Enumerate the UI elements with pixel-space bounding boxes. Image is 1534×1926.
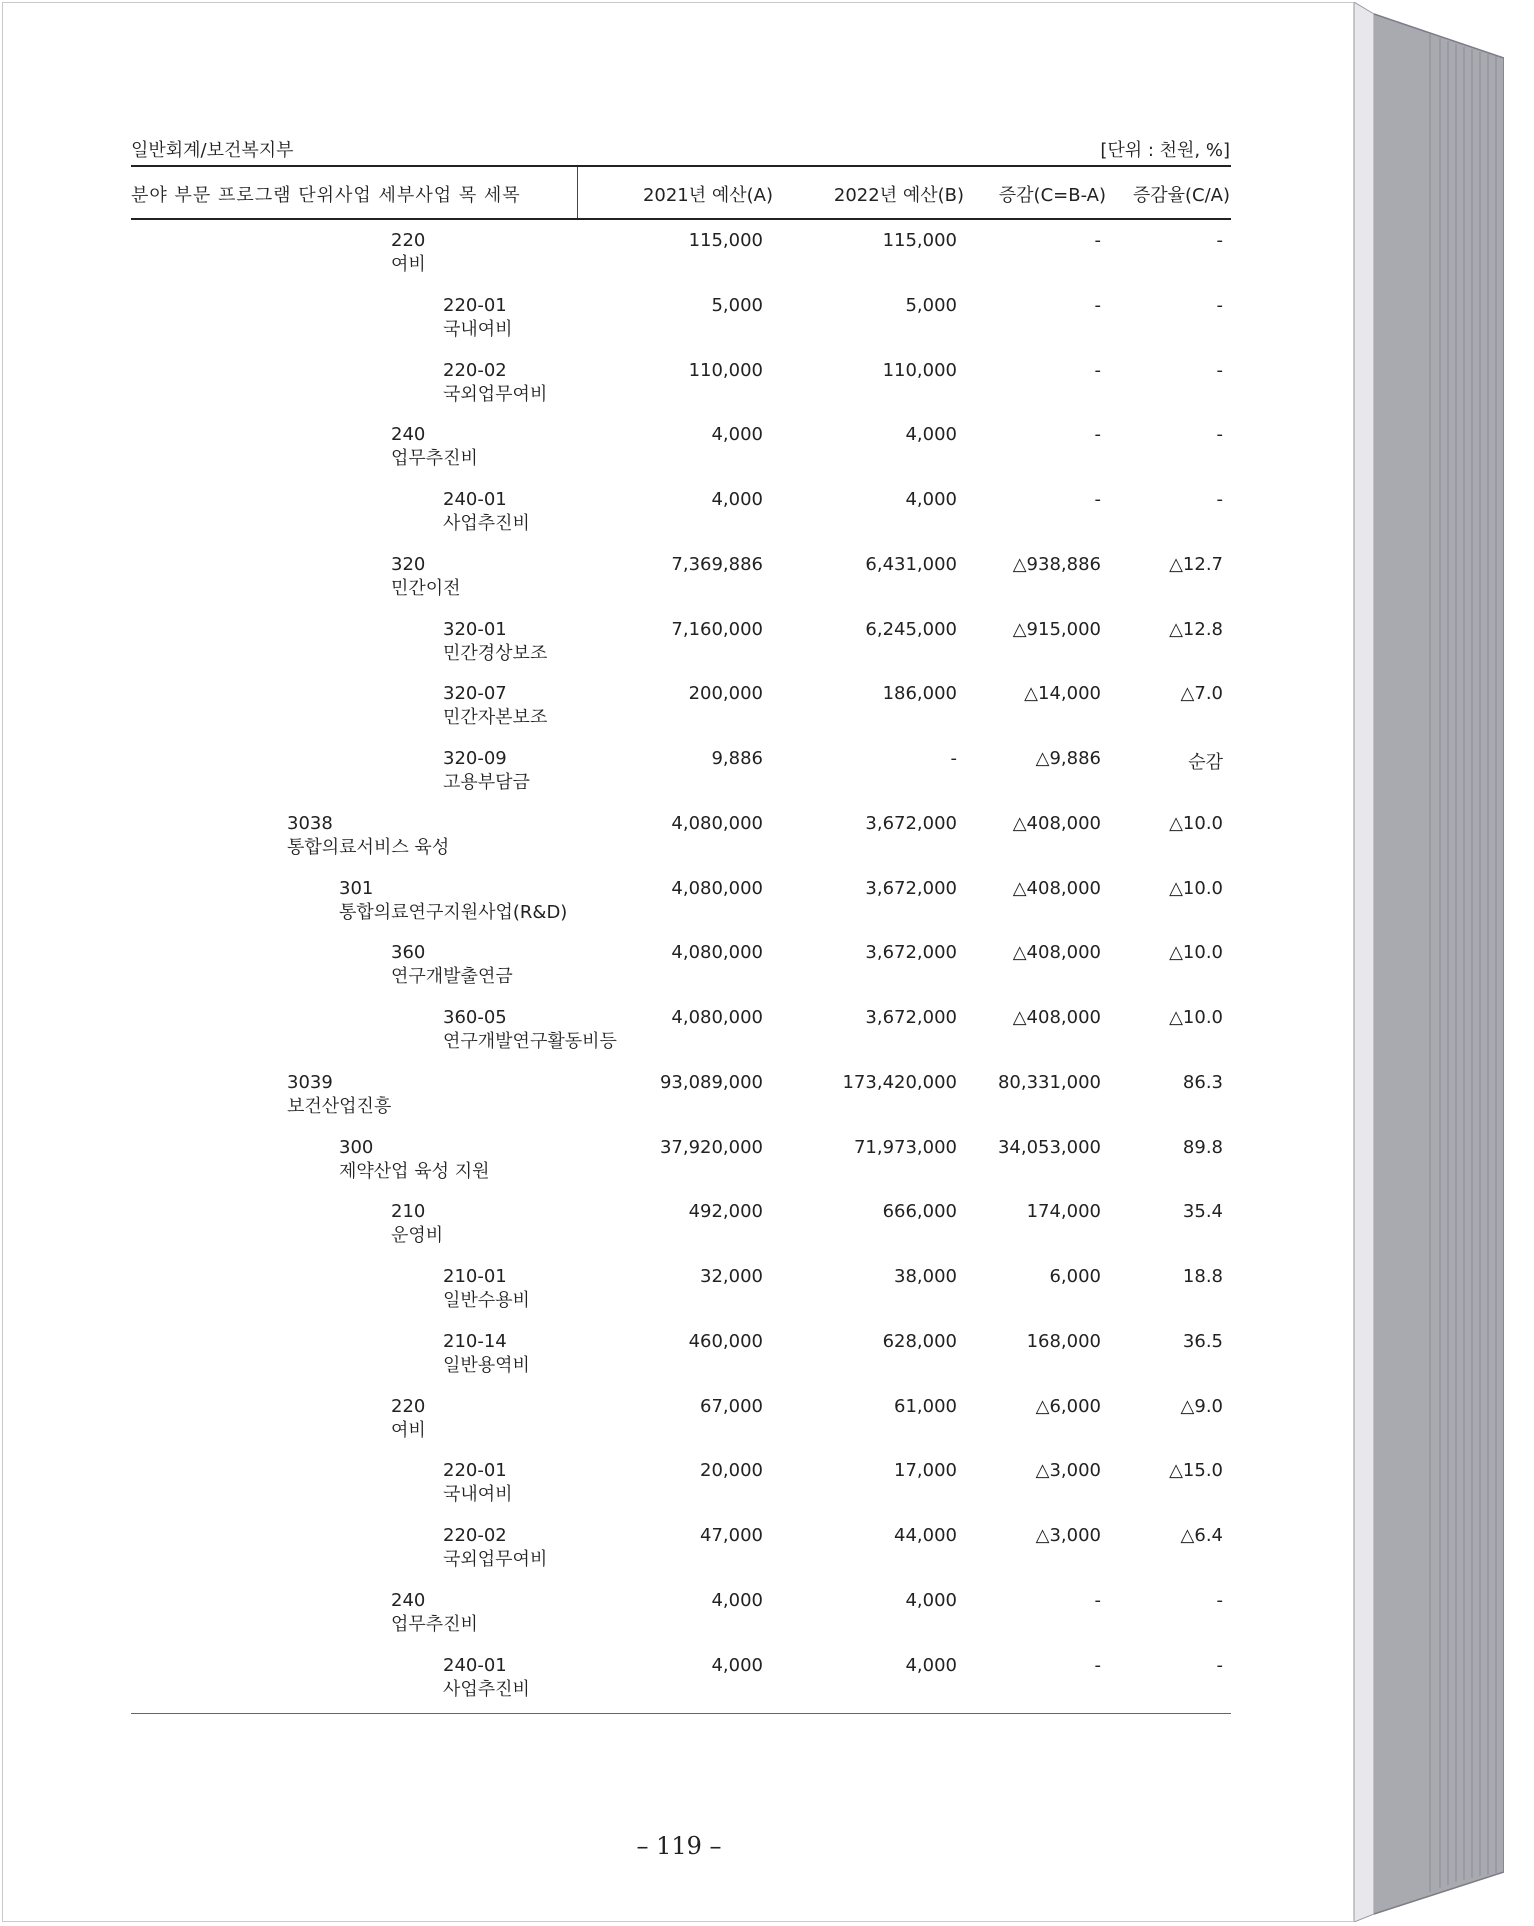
column-header-2021-budget: 2021년 예산(A)	[642, 185, 773, 206]
row-name: 보건산업진흥	[287, 1095, 392, 1117]
cell-change-rate: -	[1216, 294, 1223, 316]
cell-change-rate: △10.0	[1169, 942, 1223, 964]
cell-2021-budget: 67,000	[700, 1395, 763, 1417]
table-row	[3, 1525, 1357, 1589]
table-row	[3, 295, 1357, 359]
cell-2021-budget: 93,089,000	[659, 1071, 763, 1093]
row-code: 210	[391, 1201, 426, 1223]
row-code: 220	[391, 230, 426, 251]
row-name: 국외업무여비	[443, 1549, 548, 1570]
row-code: 210-01	[443, 1266, 507, 1287]
cell-change-rate: △10.0	[1169, 812, 1223, 834]
cell-2021-budget: 4,000	[711, 1654, 763, 1676]
table-row	[3, 554, 1357, 618]
cell-2022-budget: 173,420,000	[842, 1071, 957, 1093]
cell-2021-budget: 37,920,000	[659, 1136, 763, 1158]
row-name: 연구개발연구활동비등	[443, 1031, 617, 1052]
table-row	[3, 1266, 1357, 1330]
cell-change: △408,000	[1012, 877, 1101, 899]
cell-2022-budget: 4,000	[905, 424, 957, 446]
row-code: 220-02	[443, 359, 507, 381]
cell-2022-budget: 38,000	[894, 1266, 957, 1287]
cell-change: 34,053,000	[997, 1136, 1101, 1158]
cell-change: △408,000	[1012, 812, 1101, 834]
cell-change: 168,000	[1026, 1330, 1101, 1352]
cell-change: 80,331,000	[997, 1071, 1101, 1093]
cell-2022-budget: 628,000	[882, 1330, 957, 1352]
row-code: 320-09	[443, 748, 507, 769]
row-name: 일반용역비	[443, 1354, 530, 1376]
cell-change: 6,000	[1049, 1266, 1101, 1287]
cell-2022-budget: 44,000	[894, 1525, 957, 1546]
book-page-edges	[1354, 2, 1504, 1922]
cell-2021-budget: 32,000	[700, 1266, 763, 1287]
row-code: 220-01	[443, 294, 507, 316]
column-header-change-rate: 증감율(C/A)	[1132, 185, 1230, 206]
row-name: 국내여비	[443, 318, 513, 340]
row-code: 3038	[287, 812, 333, 834]
row-code: 320-01	[443, 618, 507, 640]
table-row	[3, 1396, 1357, 1460]
row-code: 220-02	[443, 1525, 507, 1546]
cell-2022-budget: 6,245,000	[865, 618, 957, 640]
table-row	[3, 942, 1357, 1006]
table-row	[3, 1590, 1357, 1654]
row-name: 통합의료연구지원사업(R&D)	[339, 901, 568, 923]
table-row	[3, 230, 1357, 294]
cell-2022-budget: 71,973,000	[853, 1136, 957, 1158]
cell-change: 174,000	[1026, 1201, 1101, 1223]
row-code: 3039	[287, 1071, 333, 1093]
cell-2022-budget: 186,000	[882, 683, 957, 705]
cell-2022-budget: 3,672,000	[865, 942, 957, 964]
cell-2022-budget: 666,000	[882, 1201, 957, 1223]
table-row	[3, 813, 1357, 877]
cell-2021-budget: 9,886	[711, 748, 763, 769]
account-title: 일반회계/보건복지부	[131, 140, 294, 161]
cell-2021-budget: 4,000	[711, 424, 763, 446]
cell-change: -	[1094, 1589, 1101, 1611]
cell-change: △6,000	[1035, 1395, 1101, 1417]
cell-change-rate: △10.0	[1169, 877, 1223, 899]
cell-2021-budget: 115,000	[688, 230, 763, 251]
cell-change: -	[1094, 489, 1101, 510]
row-code: 240-01	[443, 1654, 507, 1676]
column-header-category: 분야 부문 프로그램 단위사업 세부사업 목 세목	[131, 185, 521, 206]
cell-2021-budget: 47,000	[700, 1525, 763, 1546]
cell-2022-budget: 17,000	[894, 1460, 957, 1482]
row-code: 220	[391, 1395, 426, 1417]
table-row	[3, 1201, 1357, 1265]
row-code: 320-07	[443, 683, 507, 705]
cell-change-rate: -	[1216, 489, 1223, 510]
cell-2021-budget: 20,000	[700, 1460, 763, 1482]
row-name: 국외업무여비	[443, 383, 548, 405]
cell-change-rate: 86.3	[1182, 1071, 1223, 1093]
row-name: 여비	[391, 1419, 426, 1441]
cell-change: -	[1094, 1654, 1101, 1676]
row-name: 민간경상보조	[443, 642, 548, 664]
cell-2022-budget: 4,000	[905, 1654, 957, 1676]
table-row	[3, 683, 1357, 747]
cell-change-rate: △12.7	[1169, 553, 1223, 575]
row-name: 민간자본보조	[443, 707, 548, 729]
cell-2021-budget: 492,000	[688, 1201, 763, 1223]
row-name: 운영비	[391, 1225, 444, 1247]
cell-change: △915,000	[1012, 618, 1101, 640]
cell-change: △3,000	[1035, 1460, 1101, 1482]
row-name: 고용부담금	[443, 772, 530, 793]
row-code: 240-01	[443, 489, 507, 510]
cell-change: △3,000	[1035, 1525, 1101, 1546]
row-name: 통합의료서비스 육성	[287, 836, 450, 858]
table-row	[3, 360, 1357, 424]
cell-change: -	[1094, 294, 1101, 316]
row-code: 240	[391, 1589, 426, 1611]
row-name: 민간이전	[391, 577, 461, 599]
cell-2022-budget: 61,000	[894, 1395, 957, 1417]
cell-change: △408,000	[1012, 1007, 1101, 1028]
cell-change-rate: 18.8	[1182, 1266, 1223, 1287]
cell-change-rate: △12.8	[1169, 618, 1223, 640]
row-name: 업무추진비	[391, 1613, 478, 1635]
cell-2022-budget: 115,000	[882, 230, 957, 251]
cell-2022-budget: 3,672,000	[865, 1007, 957, 1028]
table-row	[3, 1460, 1357, 1524]
cell-2021-budget: 7,369,886	[671, 553, 763, 575]
cell-change: -	[1094, 230, 1101, 251]
row-code: 360	[391, 942, 426, 964]
row-name: 사업추진비	[443, 513, 530, 534]
table-row	[3, 1007, 1357, 1071]
cell-2021-budget: 5,000	[711, 294, 763, 316]
cell-change: △14,000	[1024, 683, 1101, 705]
cell-change-rate: 36.5	[1182, 1330, 1223, 1352]
row-code: 300	[339, 1136, 374, 1158]
cell-2022-budget: 6,431,000	[865, 553, 957, 575]
cell-change-rate: -	[1216, 424, 1223, 446]
unit-label: [단위 : 천원, %]	[1100, 140, 1230, 161]
column-header-change: 증감(C=B-A)	[998, 185, 1106, 206]
row-code: 360-05	[443, 1007, 507, 1028]
cell-change-rate: △10.0	[1169, 1007, 1223, 1028]
cell-2022-budget: 5,000	[905, 294, 957, 316]
table-row	[3, 1655, 1357, 1719]
table-row	[3, 619, 1357, 683]
table-row	[3, 878, 1357, 942]
cell-2022-budget: 110,000	[882, 359, 957, 381]
cell-change: △938,886	[1012, 553, 1101, 575]
table-row	[3, 1072, 1357, 1136]
cell-change-rate: 순감	[1188, 752, 1223, 773]
table-row	[3, 1137, 1357, 1201]
cell-2021-budget: 4,000	[711, 1589, 763, 1611]
cell-change-rate: 35.4	[1182, 1201, 1223, 1223]
cell-2021-budget: 4,080,000	[671, 877, 763, 899]
cell-change-rate: △9.0	[1180, 1395, 1223, 1417]
cell-2021-budget: 4,000	[711, 489, 763, 510]
cell-2021-budget: 7,160,000	[671, 618, 763, 640]
row-name: 국내여비	[443, 1484, 513, 1506]
table-row	[3, 1331, 1357, 1395]
cell-2022-budget: 4,000	[905, 489, 957, 510]
cell-change-rate: -	[1216, 1589, 1223, 1611]
cell-change: △9,886	[1035, 748, 1101, 769]
cell-2021-budget: 4,080,000	[671, 942, 763, 964]
cell-change-rate: 89.8	[1182, 1136, 1223, 1158]
table-row	[3, 424, 1357, 488]
cell-2021-budget: 4,080,000	[671, 812, 763, 834]
page-number: – 119 –	[636, 1832, 722, 1860]
cell-change-rate: △7.0	[1180, 683, 1223, 705]
column-header-2022-budget: 2022년 예산(B)	[833, 185, 964, 206]
cell-2022-budget: 3,672,000	[865, 812, 957, 834]
row-name: 업무추진비	[391, 448, 478, 470]
cell-change-rate: -	[1216, 1654, 1223, 1676]
cell-change: -	[1094, 359, 1101, 381]
table-bottom-rule	[131, 1713, 1231, 1714]
row-name: 여비	[391, 254, 426, 275]
row-name: 연구개발출연금	[391, 966, 513, 988]
row-code: 220-01	[443, 1460, 507, 1482]
cell-2022-budget: 4,000	[905, 1589, 957, 1611]
cell-2022-budget: 3,672,000	[865, 877, 957, 899]
cell-change-rate: △6.4	[1180, 1525, 1223, 1546]
row-name: 제약산업 육성 지원	[339, 1160, 490, 1182]
header-column-divider	[577, 167, 578, 218]
document-page	[2, 2, 1354, 1922]
cell-2021-budget: 110,000	[688, 359, 763, 381]
cell-change-rate: -	[1216, 359, 1223, 381]
cell-change-rate: △15.0	[1169, 1460, 1223, 1482]
row-code: 210-14	[443, 1330, 507, 1352]
row-name: 일반수용비	[443, 1290, 530, 1311]
cell-2022-budget: -	[950, 748, 957, 769]
cell-change-rate: -	[1216, 230, 1223, 251]
table-row	[3, 489, 1357, 553]
cell-change: -	[1094, 424, 1101, 446]
row-code: 301	[339, 877, 374, 899]
cell-2021-budget: 4,080,000	[671, 1007, 763, 1028]
row-code: 240	[391, 424, 426, 446]
table-top-rule	[131, 165, 1231, 167]
table-row	[3, 748, 1357, 812]
table-header-rule	[131, 218, 1231, 220]
cell-2021-budget: 200,000	[688, 683, 763, 705]
row-code: 320	[391, 553, 426, 575]
row-name: 사업추진비	[443, 1678, 530, 1700]
cell-2021-budget: 460,000	[688, 1330, 763, 1352]
cell-change: △408,000	[1012, 942, 1101, 964]
